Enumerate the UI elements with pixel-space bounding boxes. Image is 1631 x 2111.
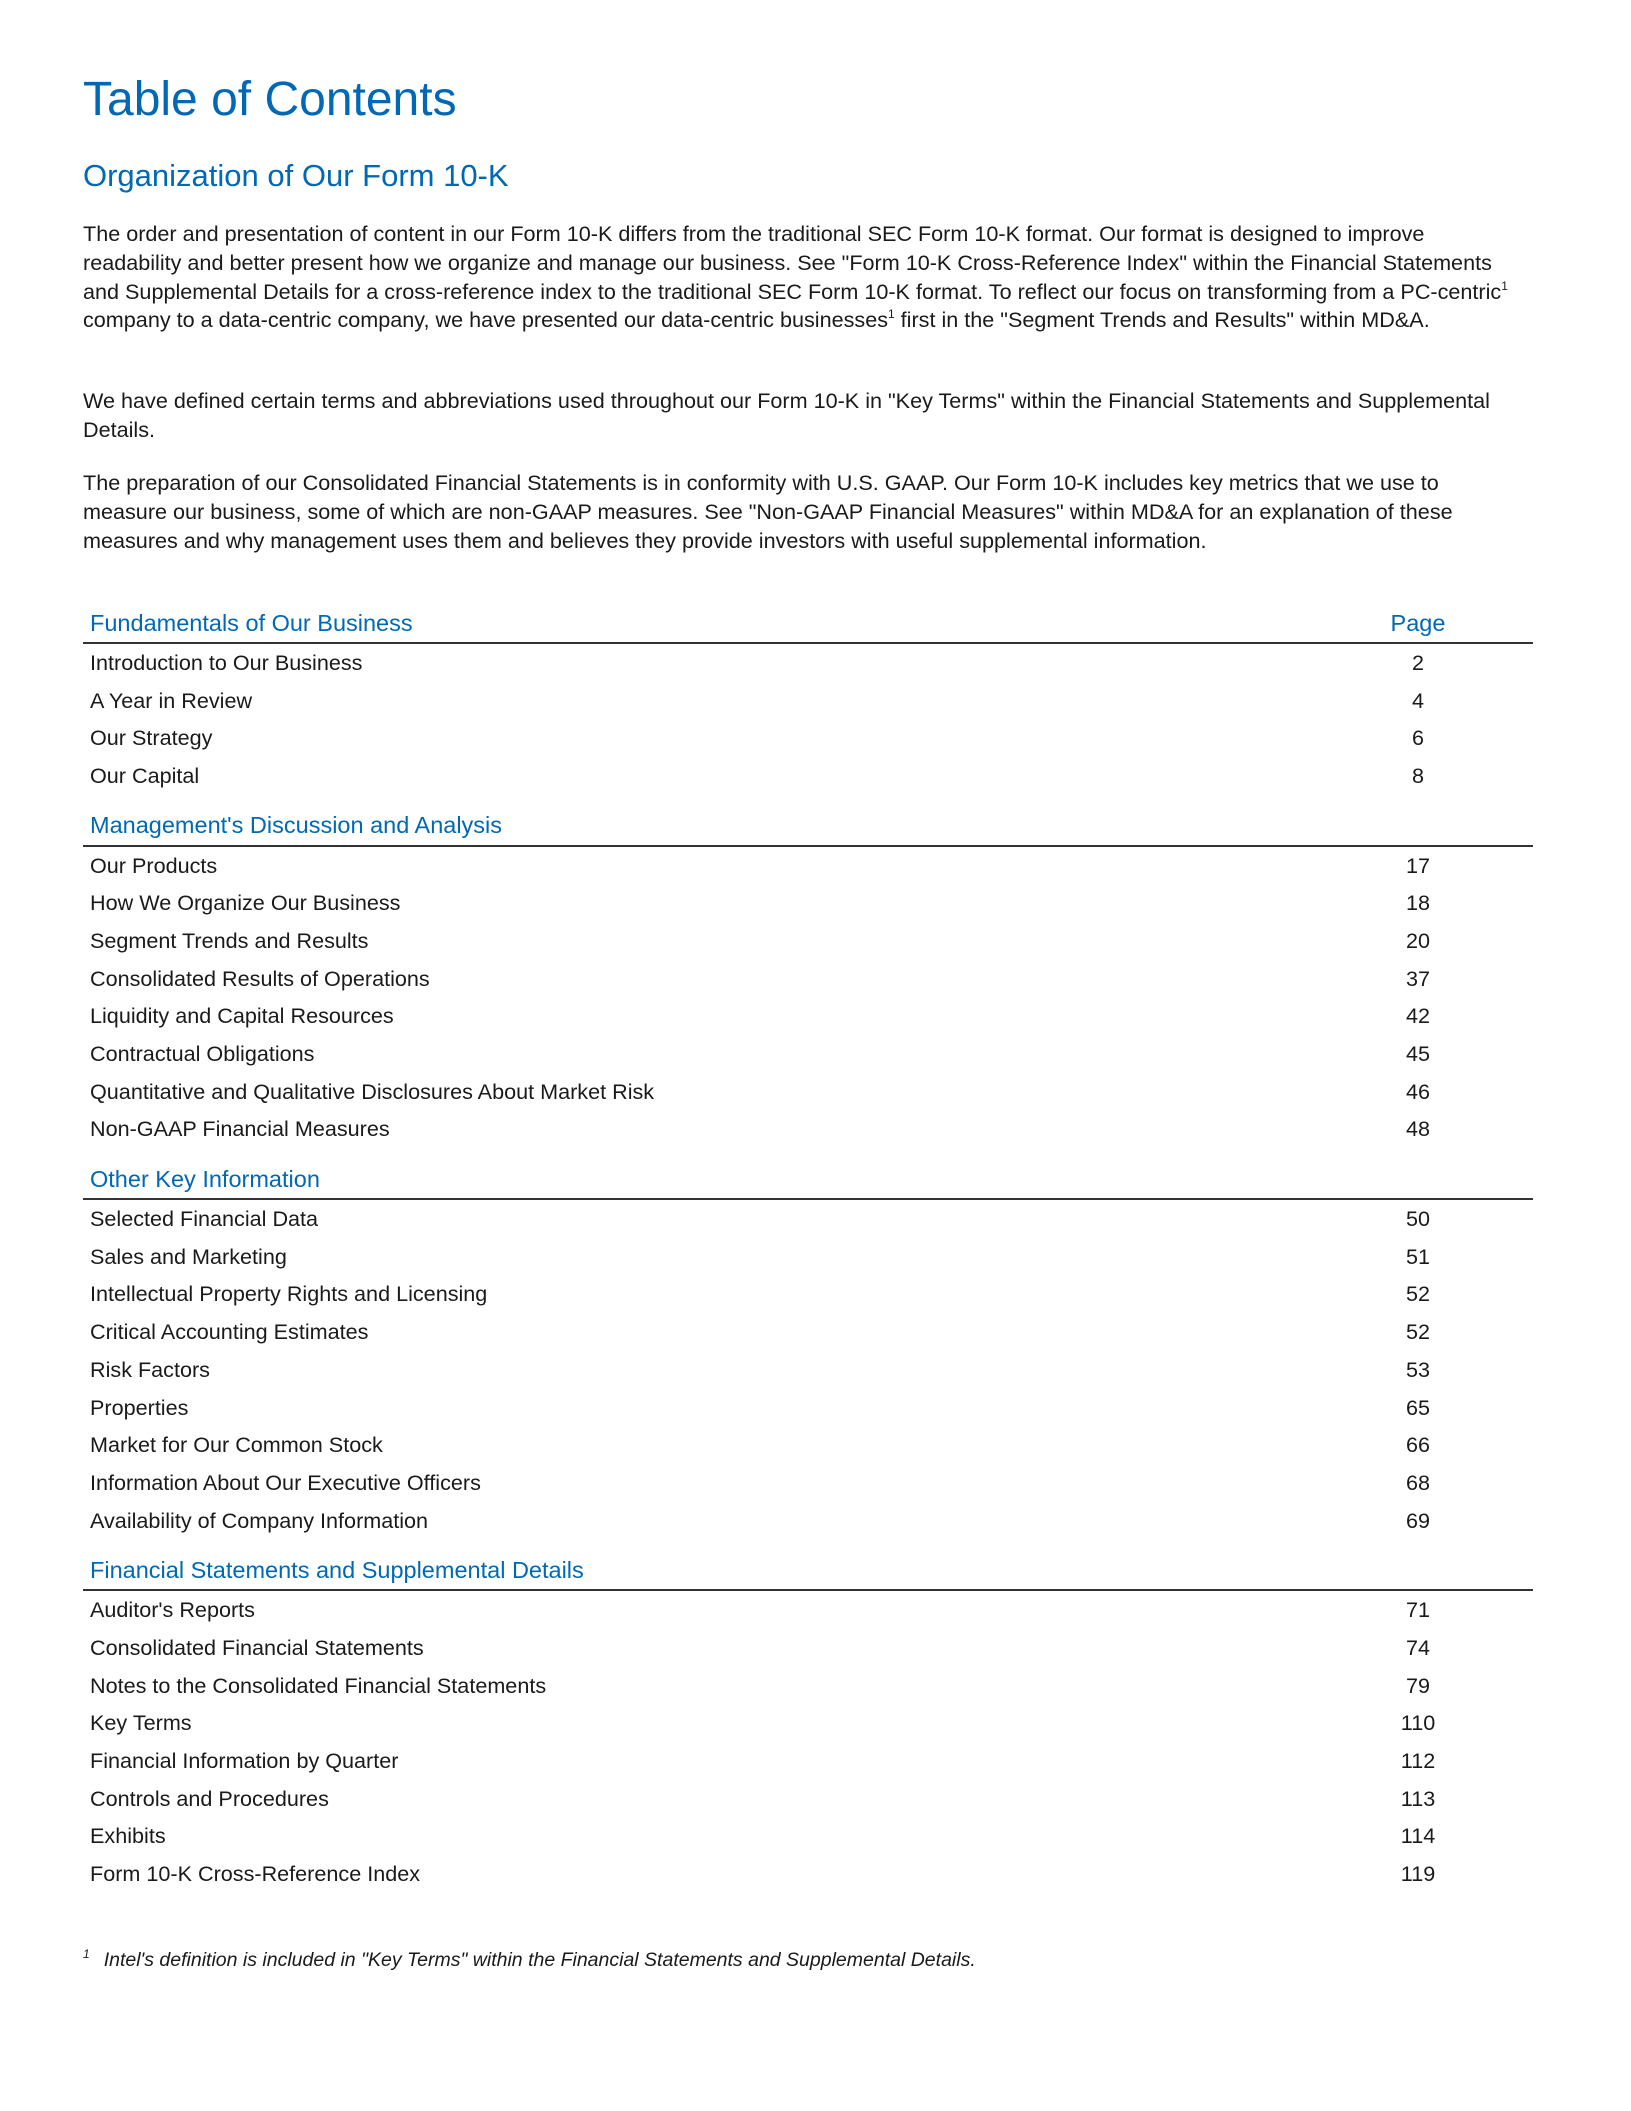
toc-entry-label[interactable]: Non-GAAP Financial Measures (90, 1116, 390, 1142)
toc-section (83, 604, 1533, 795)
toc-entry-label[interactable]: Critical Accounting Estimates (90, 1319, 369, 1345)
toc-entry-label[interactable]: Our Strategy (90, 725, 213, 751)
toc-entry-page[interactable]: 52 (1405, 1281, 1431, 1307)
toc-entry-label[interactable]: Controls and Procedures (90, 1785, 329, 1811)
toc-section-header (83, 1160, 1533, 1200)
toc-entry-label[interactable]: Segment Trends and Results (90, 927, 369, 953)
toc-entry-label[interactable]: Sales and Marketing (90, 1243, 287, 1269)
toc-entry[interactable] (83, 960, 1533, 998)
toc-entry[interactable] (83, 1591, 1533, 1629)
toc-entry-page[interactable]: 52 (1405, 1319, 1431, 1345)
toc-entry-page[interactable]: 37 (1405, 965, 1431, 991)
toc-entry-label[interactable]: Selected Financial Data (90, 1206, 319, 1232)
toc-entry-page[interactable]: 65 (1405, 1394, 1431, 1420)
toc-entry-label[interactable]: Our Products (90, 852, 218, 878)
toc-entry-page[interactable]: 66 (1405, 1432, 1431, 1458)
toc-section-title: Financial Statements and Supplemental Details (90, 1556, 584, 1583)
toc-entry[interactable] (83, 1818, 1533, 1856)
toc-entry[interactable] (83, 1035, 1533, 1073)
section-subtitle: Organization of Our Form 10-K (83, 158, 509, 193)
toc-entry-page[interactable]: 20 (1405, 927, 1431, 953)
table-of-contents (83, 604, 1533, 1905)
toc-entry-label[interactable]: Form 10-K Cross-Reference Index (90, 1861, 421, 1887)
toc-entry-label[interactable]: Notes to the Consolidated Financial Statements (90, 1672, 547, 1698)
toc-entry-label[interactable]: Our Capital (90, 762, 200, 788)
toc-entry-page[interactable]: 50 (1405, 1206, 1431, 1232)
toc-entry-label[interactable]: A Year in Review (90, 687, 253, 713)
toc-entry[interactable] (83, 1855, 1533, 1893)
toc-entry-label[interactable]: Information About Our Executive Officers (90, 1469, 481, 1495)
paragraph-text: The order and presentation of content in our Form 10-K differs from the traditional SEC Form 10-K format. Our format is designed to improve readability and better present how we organize and manage our business. See "Form 10-K Cross-Reference Index" within the Financial Statements and Supplemental Details for a cross-reference index to the traditional SEC Form 10-K format. To reflect our focus on transforming from a PC-centric (83, 221, 1502, 304)
toc-section-title: Other Key Information (90, 1165, 320, 1192)
intro-paragraph (83, 220, 1523, 335)
toc-entry-page[interactable]: 53 (1405, 1356, 1431, 1382)
toc-entry-label[interactable]: Auditor's Reports (90, 1597, 255, 1623)
toc-entry-page[interactable]: 68 (1405, 1469, 1431, 1495)
toc-entry[interactable] (83, 1073, 1533, 1111)
toc-entry-label[interactable]: Market for Our Common Stock (90, 1432, 383, 1458)
toc-entry-label[interactable]: How We Organize Our Business (90, 890, 401, 916)
toc-entry-page[interactable]: 79 (1405, 1672, 1431, 1698)
toc-entry[interactable] (83, 1705, 1533, 1743)
toc-entry-page[interactable]: 113 (1400, 1785, 1436, 1811)
toc-entry[interactable] (83, 644, 1533, 682)
footnote-marker: 1 (83, 1947, 90, 1961)
paragraph-text: company to a data-centric company, we have presented our data-centric businesses (83, 307, 888, 333)
toc-entry[interactable] (83, 1464, 1533, 1502)
toc-entry[interactable] (83, 1111, 1533, 1149)
toc-entry-page[interactable]: 2 (1411, 649, 1424, 675)
toc-entry-page[interactable]: 110 (1400, 1710, 1436, 1736)
toc-entry-label[interactable]: Intellectual Property Rights and Licensing (90, 1281, 488, 1307)
toc-section (83, 1160, 1533, 1539)
toc-entry[interactable] (83, 757, 1533, 795)
toc-entry[interactable] (83, 1426, 1533, 1464)
toc-entry[interactable] (83, 1742, 1533, 1780)
toc-entry-label[interactable]: Risk Factors (90, 1356, 210, 1382)
toc-entry[interactable] (83, 1351, 1533, 1389)
toc-entry[interactable] (83, 1389, 1533, 1427)
toc-entry[interactable] (83, 719, 1533, 757)
toc-entry-page[interactable]: 4 (1411, 687, 1424, 713)
toc-section-title: Management's Discussion and Analysis (90, 812, 503, 839)
toc-entry-label[interactable]: Consolidated Financial Statements (90, 1634, 424, 1660)
toc-entry-label[interactable]: Availability of Company Information (90, 1507, 429, 1533)
toc-entry[interactable] (83, 998, 1533, 1036)
toc-entry-page[interactable]: 8 (1411, 762, 1424, 788)
toc-entry[interactable] (83, 1667, 1533, 1705)
toc-entry-label[interactable]: Liquidity and Capital Resources (90, 1003, 394, 1029)
toc-entry-page[interactable]: 46 (1405, 1078, 1431, 1104)
page-title: Table of Contents (83, 73, 457, 126)
toc-entry-label[interactable]: Contractual Obligations (90, 1041, 315, 1067)
toc-entry-label[interactable]: Introduction to Our Business (90, 649, 363, 675)
toc-entry[interactable] (83, 922, 1533, 960)
paragraph-text: first in the "Segment Trends and Results" within MD&A. (894, 307, 1430, 333)
toc-entry-label[interactable]: Financial Information by Quarter (90, 1748, 399, 1774)
toc-entry-label[interactable]: Consolidated Results of Operations (90, 965, 430, 991)
toc-entry-page[interactable]: 71 (1405, 1597, 1431, 1623)
toc-entry-page[interactable]: 18 (1405, 890, 1431, 916)
toc-entry[interactable] (83, 1313, 1533, 1351)
toc-section-title: Fundamentals of Our Business (90, 609, 413, 636)
toc-entry-label[interactable]: Properties (90, 1394, 189, 1420)
footnote-ref: 1 (888, 307, 895, 322)
toc-section-header (83, 604, 1533, 644)
toc-entry-label[interactable]: Key Terms (90, 1710, 192, 1736)
toc-entry-page[interactable]: 17 (1405, 852, 1431, 878)
toc-entry[interactable] (83, 884, 1533, 922)
toc-entry[interactable] (83, 1629, 1533, 1667)
toc-entry-label[interactable]: Quantitative and Qualitative Disclosures About Market Risk (90, 1078, 655, 1104)
toc-entry-page[interactable]: 112 (1400, 1748, 1436, 1774)
toc-entry[interactable] (83, 1200, 1533, 1238)
toc-entry-page[interactable]: 6 (1411, 725, 1424, 751)
footnote-text: Intel's definition is included in "Key Terms" within the Financial Statements and Supplemental Details. (103, 1949, 976, 1971)
page-column-header: Page (1390, 609, 1446, 636)
toc-entry-page[interactable]: 114 (1400, 1823, 1436, 1849)
toc-entry-page[interactable]: 42 (1405, 1003, 1431, 1029)
toc-entry[interactable] (83, 1238, 1533, 1276)
toc-section (83, 1551, 1533, 1893)
toc-section (83, 807, 1533, 1149)
toc-entry[interactable] (83, 847, 1533, 885)
toc-entry-page[interactable]: 45 (1405, 1041, 1431, 1067)
toc-entry-label[interactable]: Exhibits (90, 1823, 166, 1849)
toc-entry[interactable] (83, 682, 1533, 720)
toc-section-header (83, 1551, 1533, 1591)
toc-entry[interactable] (83, 1780, 1533, 1818)
key-terms-paragraph: We have defined certain terms and abbreviations used throughout our Form 10-K in "Key Terms" within the Financial Statements and Supplemental Details. (83, 388, 1490, 442)
footnote-ref: 1 (1501, 278, 1508, 293)
toc-entry-page[interactable]: 48 (1405, 1116, 1431, 1142)
toc-section-header (83, 807, 1533, 847)
toc-entry-page[interactable]: 51 (1405, 1243, 1431, 1269)
toc-entry-page[interactable]: 74 (1405, 1634, 1431, 1660)
toc-entry[interactable] (83, 1502, 1533, 1540)
footnote (83, 1940, 976, 1974)
gaap-paragraph: The preparation of our Consolidated Financial Statements is in conformity with U.S. GAAP. Our Form 10-K includes key metrics that we use to measure our business, some of which are non-GAAP measures. See "Non-GAAP Financial Measures" within MD&A for an explanation of these measures and why management uses them and believes they provide investors with useful supplemental information. (83, 470, 1453, 553)
toc-entry-page[interactable]: 119 (1400, 1861, 1436, 1887)
toc-entry-page[interactable]: 69 (1405, 1507, 1431, 1533)
toc-entry[interactable] (83, 1276, 1533, 1314)
